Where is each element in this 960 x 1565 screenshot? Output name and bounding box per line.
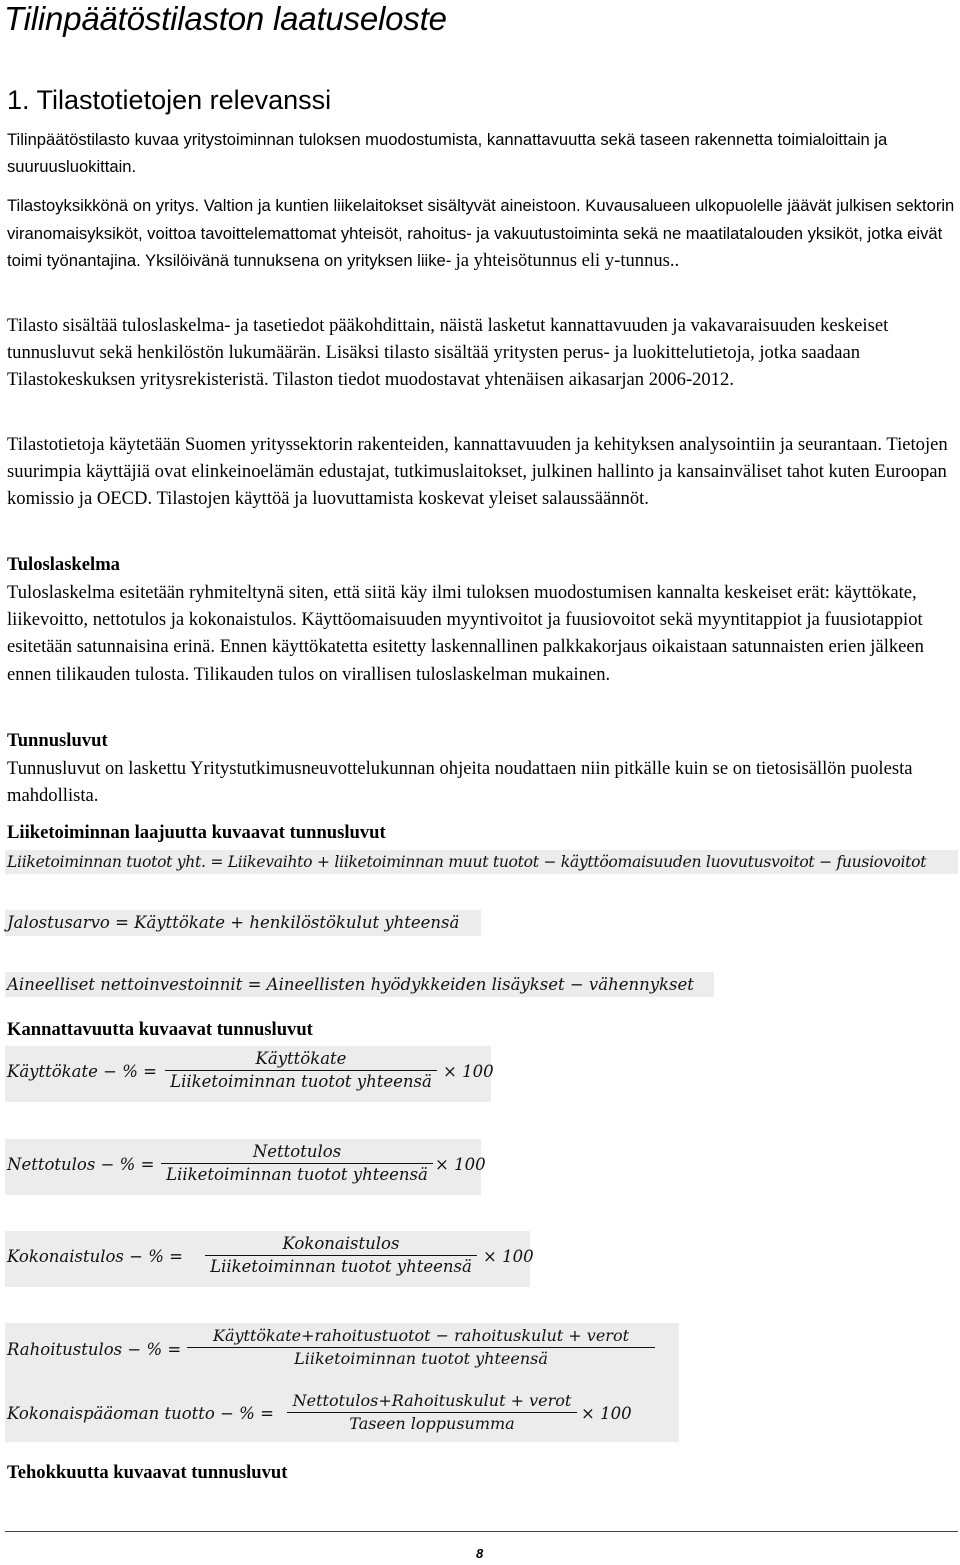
laajuus-heading: Liiketoiminnan laajuutta kuvaavat tunnusluvut: [7, 822, 386, 843]
fraction-bar: [205, 1255, 477, 1256]
formula-kayttokate-prosentti: [5, 1046, 494, 1102]
formula-denominator: Liiketoiminnan tuotot yhteensä: [166, 1165, 428, 1184]
formula-multiplier: × 100: [581, 1404, 632, 1423]
formula-denominator: Liiketoiminnan tuotot yhteensä: [210, 1257, 472, 1276]
formula-text: Jalostusarvo = Käyttökate + henkilöstökulut yhteensä: [7, 913, 460, 932]
formula-fraction: [165, 1049, 437, 1092]
tehokkuus-heading: Tehokkuutta kuvaavat tunnusluvut: [7, 1462, 288, 1483]
section-heading: 1. Tilastotietojen relevanssi: [7, 85, 332, 115]
formula-nettotulos-prosentti: [5, 1139, 486, 1195]
footer-divider: [5, 1531, 958, 1532]
unit-paragraph: [7, 192, 957, 275]
formula-fraction: [161, 1142, 433, 1185]
fraction-bar: [187, 1347, 655, 1348]
formula-multiplier: × 100: [435, 1155, 486, 1174]
tuloslaskelma-heading: Tuloslaskelma: [7, 554, 120, 575]
fraction-bar: [165, 1070, 437, 1071]
page-number: 8: [476, 1546, 484, 1561]
unit-paragraph-serif: ja yhteisötunnus eli y-tunnus..: [455, 250, 680, 271]
formula-fraction: [187, 1326, 655, 1369]
intro-paragraph: Tilinpäätöstilasto kuvaa yritystoiminnan tuloksen muodostumista, kannattavuutta sekä taseen rakennetta toimialoittain ja suuruusluokittain.: [7, 130, 888, 176]
formula-label: Rahoitustulos − % =: [7, 1340, 182, 1359]
unit-paragraph-sans: Tilastoyksikkönä on yritys. Valtion ja kuntien liikelaitokset sisältyvät aineistoon. Kuvausalueen ulkopuolelle jäävät julkisen sektorin viranomaisyksiköt, voittoa tavoittelemattomat yhteisöt, rahoitus- ja vakuutustoiminta sekä ne maatilatalouden yksiköt, jotka eivät toimi työnantajina. Yksilöivänä tunnuksena on yrityksen liike-: [7, 196, 955, 270]
formula-fraction: [287, 1391, 577, 1434]
formula-text: Aineelliset nettoinvestoinnit = Aineellisten hyödykkeiden lisäykset − vähennykset: [7, 975, 694, 994]
formula-denominator: Liiketoiminnan tuotot yhteensä: [170, 1072, 432, 1091]
formula-label: Nettotulos − % =: [7, 1155, 155, 1174]
formula-numerator: Käyttökate: [255, 1049, 347, 1068]
formula-label: Kokonaistulos − % =: [7, 1247, 183, 1266]
formula-denominator: Liiketoiminnan tuotot yhteensä: [294, 1349, 548, 1368]
formula-numerator: Nettotulos+Rahoituskulut + verot: [292, 1391, 572, 1410]
formula-text: Liiketoiminnan tuotot yht. = Liikevaihto + liiketoiminnan muut tuotot − käyttöomaisuuden luovutusvoitot − fuusiovoitot: [7, 853, 927, 871]
fraction-bar: [161, 1163, 433, 1164]
formula-numerator: Kokonaistulos: [282, 1234, 400, 1253]
formula-denominator: Taseen loppusumma: [349, 1414, 515, 1433]
tunnusluvut-heading: Tunnusluvut: [7, 730, 108, 751]
contents-paragraph: Tilasto sisältää tuloslaskelma- ja tasetiedot pääkohdittain, näistä lasketut kannattavuuden ja vakavaraisuuden keskeiset tunnusluvut sekä henkilöstön lukumäärän. Lisäksi tilasto sisältää yritysten perus- ja luokittelutietoja, jotka saadaan Tilastokeskuksen yritysrekisteristä. Tilaston tiedot muodostavat yhtenäisen aikasarjan 2006-2012.: [7, 315, 889, 391]
formula-nettoinvestoinnit: [5, 972, 714, 997]
formula-multiplier: × 100: [443, 1062, 494, 1081]
formula-label: Kokonaispääoman tuotto − % =: [7, 1404, 274, 1423]
kannattavuus-heading: Kannattavuutta kuvaavat tunnusluvut: [7, 1019, 313, 1040]
formula-fraction: [205, 1234, 477, 1277]
usage-paragraph: Tilastotietoja käytetään Suomen yrityssektorin rakenteiden, kannattavuuden ja kehityksen analysointiin ja seurantaan. Tietojen suurimpia käyttäjiä ovat elinkeinoelämän edustajat, tutkimuslaitokset, julkinen hallinto ja kansainväliset tahot kuten Euroopan komissio ja OECD. Tilastojen käyttöä ja luovuttamista koskevat yleiset salaussäännöt.: [7, 434, 948, 510]
tunnusluvut-paragraph: Tunnusluvut on laskettu Yritystutkimusneuvottelukunnan ohjeita noudattaen niin pitkälle kuin se on tietosisällön puolesta mahdollista.: [7, 758, 913, 807]
tuloslaskelma-paragraph: Tuloslaskelma esitetään ryhmiteltynä siten, että siitä käy ilmi tuloksen muodostumisen kannalta keskeiset erät: käyttökate, liikevoitto, nettotulos ja kokonaistulos. Käyttöomaisuuden myyntivoitot ja fuusiovoitot sekä myyntitappiot ja fuusiotappiot esitetään satunnaisina erinä. Ennen käyttökatetta esitetty laskennallinen palkkakorjaus oikaistaan satunnaisten erien jälkeen ennen tilikauden tulosta. Tilikauden tulos on virallisen tuloslaskelman mukainen.: [7, 582, 924, 685]
document-title: Tilinpäätöstilaston laatuseloste: [4, 0, 447, 37]
formula-group-rahoitus-kokonaispaaoma: [5, 1323, 679, 1442]
fraction-bar: [287, 1412, 577, 1413]
formula-multiplier: × 100: [483, 1247, 534, 1266]
formula-kokonaistulos-prosentti: [5, 1231, 534, 1287]
formula-numerator: Nettotulos: [252, 1142, 342, 1161]
formula-label: Käyttökate − % =: [7, 1062, 157, 1081]
formula-jalostusarvo: [5, 910, 481, 936]
formula-numerator: Käyttökate+rahoitustuotot − rahoituskulut + verot: [212, 1326, 630, 1345]
formula-liiketoiminnan-tuotot: [5, 850, 958, 874]
